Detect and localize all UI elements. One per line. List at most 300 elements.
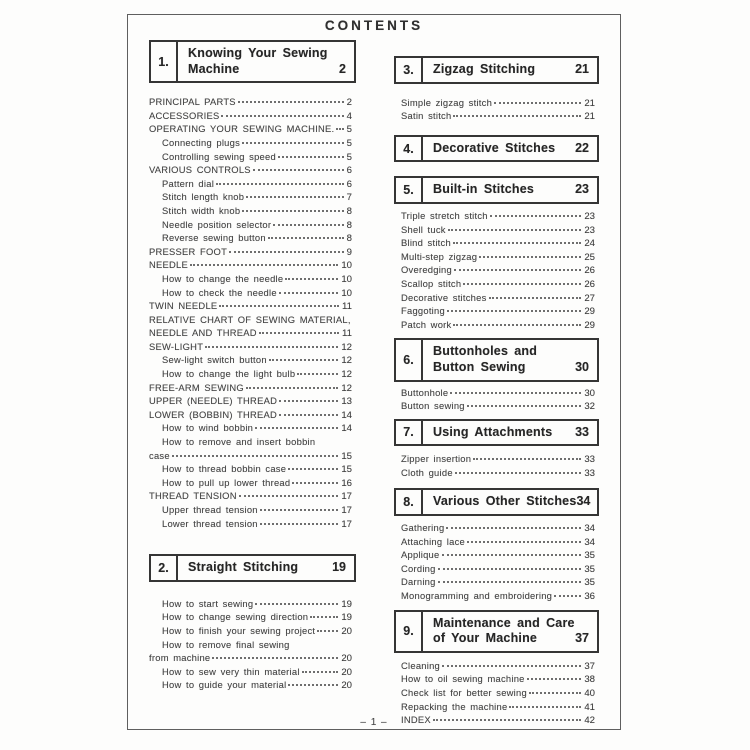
dot-leader (463, 282, 581, 285)
toc-page-number: 26 (584, 265, 595, 277)
toc-page-number: 29 (584, 319, 595, 331)
section-box (394, 176, 599, 204)
toc-page-number: 6 (346, 178, 352, 190)
toc-page-number: 13 (341, 396, 352, 408)
page-number-footer: – 1 – (360, 717, 388, 728)
toc-entry-label: How to remove and insert bobbin (162, 436, 316, 448)
toc-page-number: 17 (341, 505, 352, 516)
toc-entry-label: How to finish your sewing project (162, 624, 316, 636)
toc-row (149, 258, 356, 272)
section-page-number: 2 (339, 61, 346, 76)
section-title-line: Maintenance and Care (433, 615, 575, 630)
dot-leader (219, 304, 339, 307)
dot-leader (490, 214, 582, 217)
toc-row (149, 272, 356, 286)
section-number: 1. (151, 42, 178, 81)
dot-leader (447, 309, 581, 312)
toc-page-number: 20 (341, 666, 352, 678)
toc-entry-label: Reverse sewing button (162, 232, 266, 244)
toc-page-number: 36 (584, 591, 595, 603)
toc-entry-label: How to sew very thin material (162, 665, 300, 677)
toc-row (394, 562, 599, 576)
toc-entry-label: Stitch width knob (162, 204, 241, 216)
toc-page-number: 8 (346, 233, 352, 245)
section-title (433, 425, 575, 441)
toc-row (394, 386, 599, 400)
toc-page-number: 32 (584, 401, 595, 413)
toc-entry-label: Cleaning (401, 659, 441, 671)
toc-row (149, 204, 356, 218)
toc-row (149, 638, 356, 652)
dot-leader (454, 268, 581, 271)
toc-entry-label: How to guide your material (162, 679, 287, 691)
section-box (394, 135, 599, 163)
toc-page-number: 11 (342, 328, 352, 340)
toc-page-number: 21 (584, 111, 595, 123)
toc-entry-label: Buttonhole (401, 386, 449, 398)
section-box-body (178, 556, 354, 580)
toc-entry-label: NEEDLE AND THREAD (149, 327, 257, 339)
toc-row (149, 462, 356, 476)
toc-entry-label: Decorative stitches (401, 291, 487, 303)
section-title-line: of Your Machine (433, 631, 538, 646)
dot-leader (172, 454, 339, 457)
dot-leader (442, 664, 581, 667)
toc-row (149, 95, 356, 109)
toc-row (149, 163, 356, 177)
section-page-number: 34 (576, 494, 591, 509)
section-number: 7. (396, 421, 423, 445)
toc-row (149, 665, 356, 679)
toc-entry-label: INDEX (401, 714, 431, 726)
dot-leader (310, 615, 338, 618)
dot-leader (238, 100, 344, 103)
section-title-line: Button Sewing (433, 359, 526, 374)
section-number: 8. (396, 490, 423, 514)
dot-leader (279, 399, 338, 402)
toc-page-number: 17 (341, 491, 352, 503)
toc-entry-label: How to remove final sewing (162, 638, 290, 650)
toc-entry-label: case (149, 449, 170, 461)
section-title (433, 62, 575, 78)
section-title (188, 560, 332, 576)
toc-entry-label: Upper thread tension (162, 504, 258, 515)
dot-leader (453, 241, 581, 244)
dot-leader (279, 291, 339, 294)
toc-entry-label: Needle position selector (162, 218, 272, 230)
dot-leader (239, 494, 339, 497)
toc-page-number: 37 (584, 660, 595, 672)
dot-leader (292, 481, 338, 484)
section-box (394, 419, 599, 447)
toc-page-number: 12 (341, 355, 352, 367)
toc-entry-label: Overedging (401, 264, 452, 276)
page-frame (127, 14, 621, 730)
dot-leader (554, 594, 581, 597)
toc-page-number: 12 (341, 341, 352, 353)
toc-row (394, 209, 599, 223)
toc-row (394, 452, 599, 466)
dot-leader (279, 413, 338, 416)
toc-entry-label: NEEDLE (149, 259, 189, 271)
dot-leader (529, 691, 581, 694)
toc-entry-label: Blind stitch (401, 237, 451, 249)
toc-row (149, 177, 356, 191)
toc-page-number: 21 (584, 97, 595, 109)
section-title (188, 46, 339, 77)
toc-entry-label: Connecting plugs (162, 136, 241, 148)
dot-leader (246, 386, 338, 389)
toc-row (149, 109, 356, 123)
dot-leader (467, 404, 582, 407)
toc-entry-label: Attaching lace (401, 535, 465, 547)
toc-entry-label: from machine (149, 652, 211, 664)
toc-page-number: 6 (346, 165, 352, 177)
toc-row (394, 686, 599, 700)
dot-leader (489, 296, 582, 299)
toc-entry-label: Applique (401, 549, 440, 561)
toc-entry-label: ACCESSORIES (149, 109, 220, 121)
dot-leader (190, 263, 338, 266)
toc-page-number: 5 (346, 151, 352, 163)
section-number: 6. (396, 340, 423, 379)
section-box-body (423, 340, 597, 379)
toc-entry-label: PRESSER FOOT (149, 245, 228, 257)
section-box-body (423, 178, 597, 202)
toc-row (149, 503, 356, 517)
toc-row (149, 489, 356, 503)
toc-row (394, 548, 599, 562)
dot-leader (216, 182, 344, 185)
toc-row (149, 286, 356, 300)
toc-row (149, 218, 356, 232)
section-box (394, 338, 599, 381)
section-number: 9. (396, 612, 423, 651)
section-title-line: Straight Stitching (188, 560, 299, 575)
toc-entry-label: How to change the needle (162, 272, 284, 284)
toc-entry-label: Stitch length knob (162, 191, 245, 203)
toc-row (149, 122, 356, 136)
toc-list (394, 452, 599, 479)
toc-entry-label: Triple stretch stitch (401, 209, 488, 221)
dot-leader (268, 236, 344, 239)
toc-list (394, 96, 599, 123)
toc-row (149, 381, 356, 395)
toc-row (394, 659, 599, 673)
toc-page-number: 2 (346, 97, 352, 109)
toc-row (394, 399, 599, 413)
dot-leader (336, 127, 343, 130)
section-page-number: 33 (575, 424, 589, 439)
dot-leader (269, 358, 338, 361)
dot-leader (221, 114, 343, 117)
toc-row (149, 245, 356, 259)
dot-leader (229, 250, 344, 253)
toc-list (394, 209, 599, 331)
section-box (394, 488, 599, 516)
dot-leader (467, 540, 581, 543)
section-box-body (423, 490, 597, 514)
toc-row (394, 109, 599, 123)
toc-row (149, 435, 356, 449)
toc-page-number: 12 (341, 382, 352, 394)
toc-page-number: 25 (584, 251, 595, 263)
toc-row (394, 466, 599, 480)
contents-columns (128, 33, 620, 727)
toc-page-number: 8 (346, 205, 352, 217)
toc-row (149, 597, 356, 611)
toc-row (394, 263, 599, 277)
toc-entry-label: Sew-light switch button (162, 354, 267, 366)
toc-entry-label: How to start sewing (162, 597, 254, 609)
section-title (433, 344, 575, 375)
toc-page-number: 42 (584, 715, 595, 727)
toc-row (149, 394, 356, 408)
toc-row (149, 150, 356, 164)
section-box-body (178, 42, 354, 81)
toc-page-number: 11 (342, 301, 352, 313)
dot-leader (242, 209, 343, 212)
dot-leader (285, 277, 338, 280)
toc-entry-label: Cording (401, 562, 436, 574)
toc-page-number: 34 (584, 536, 595, 548)
toc-entry-label: Gathering (401, 522, 445, 534)
toc-page-number: 38 (584, 674, 595, 686)
dot-leader (246, 195, 343, 198)
dot-leader (205, 345, 338, 348)
dot-leader (453, 114, 581, 117)
section-title (433, 141, 575, 157)
toc-page-number: 14 (341, 423, 352, 435)
section-title-line: Zigzag Stitching (433, 62, 536, 76)
dot-leader (479, 255, 581, 258)
toc-page-number: 27 (584, 292, 595, 304)
dot-leader (259, 331, 339, 334)
dot-leader (494, 101, 581, 104)
dot-leader (527, 677, 582, 680)
toc-entry-label: Cloth guide (401, 466, 453, 478)
toc-entry-label: Darning (401, 576, 436, 588)
dot-leader (453, 323, 581, 326)
toc-row (394, 250, 599, 264)
toc-page-number: 29 (584, 306, 595, 318)
section-page-number: 19 (332, 560, 346, 575)
toc-page-number: 20 (341, 653, 352, 665)
toc-row (149, 408, 356, 422)
section-title (433, 616, 575, 647)
toc-entry-label: Zipper insertion (401, 453, 472, 465)
toc-entry-label: Controlling sewing speed (162, 150, 276, 162)
section-title-line: Decorative Stitches (433, 140, 556, 155)
toc-entry-label: VARIOUS CONTROLS (149, 164, 251, 176)
toc-page-number: 41 (584, 701, 595, 713)
section-box-body (423, 612, 597, 651)
toc-row (149, 678, 356, 692)
dot-leader (253, 168, 344, 171)
dot-leader (455, 471, 582, 474)
toc-page-number: 35 (584, 577, 595, 589)
dot-leader (302, 670, 339, 673)
toc-row (149, 136, 356, 150)
dot-leader (255, 426, 338, 429)
toc-page-number: 5 (346, 137, 352, 149)
dot-leader (438, 567, 582, 570)
toc-row (394, 575, 599, 589)
toc-page-number: 33 (584, 454, 595, 466)
section-title-line: Various Other Stitches (433, 494, 577, 509)
toc-page-number: 26 (584, 278, 595, 290)
toc-row (394, 304, 599, 318)
toc-page-number: 15 (341, 450, 352, 462)
toc-row (394, 700, 599, 714)
toc-entry-label: Simple zigzag stitch (401, 96, 493, 108)
toc-list (394, 521, 599, 603)
toc-entry-label: How to thread bobbin case (162, 463, 287, 475)
toc-row (149, 299, 356, 313)
toc-page-number: 23 (584, 224, 595, 236)
toc-row (149, 517, 356, 531)
dot-leader (297, 372, 338, 375)
toc-page-number: 15 (341, 464, 352, 476)
toc-page-number: 16 (341, 477, 352, 489)
toc-page-number: 12 (341, 369, 352, 381)
left-column (149, 33, 356, 727)
toc-page-number: 20 (341, 625, 352, 637)
toc-row (149, 313, 356, 327)
toc-entry-label: Multi-step zigzag (401, 250, 478, 262)
toc-row (394, 318, 599, 332)
toc-entry-label: How to wind bobbin (162, 422, 254, 434)
toc-row (149, 353, 356, 367)
toc-list (149, 95, 356, 530)
toc-entry-label: How to change sewing direction (162, 611, 309, 623)
page-title: CONTENTS (324, 18, 424, 33)
toc-entry-label: THREAD TENSION (149, 490, 237, 502)
toc-entry-label: How to oil sewing machine (401, 673, 525, 685)
dot-leader (509, 705, 581, 708)
toc-entry-label: PRINCIPAL PARTS (149, 96, 236, 108)
toc-row (394, 277, 599, 291)
dot-leader (288, 467, 338, 470)
toc-page-number: 35 (584, 550, 595, 562)
toc-page-number: 34 (584, 523, 595, 535)
section-title-line: Machine (188, 61, 240, 76)
toc-entry-label: Monogramming and embroidering (401, 590, 553, 602)
section-box-body (423, 421, 597, 445)
toc-row (394, 291, 599, 305)
toc-page-number: 33 (584, 467, 595, 479)
toc-row (149, 624, 356, 638)
toc-entry-label: Button sewing (401, 400, 465, 412)
section-page-number: 21 (575, 62, 589, 76)
toc-entry-label: FREE-ARM SEWING (149, 381, 244, 393)
toc-page-number: 10 (341, 260, 352, 272)
toc-entry-label: How to change the light bulb (162, 368, 296, 380)
dot-leader (473, 457, 581, 460)
dot-leader (317, 629, 338, 632)
section-title-line: Buttonholes and (433, 344, 538, 359)
toc-page-number: 20 (341, 680, 352, 692)
toc-entry-label: Satin stitch (401, 110, 452, 122)
section-box (149, 40, 356, 83)
toc-entry-label: Patch work (401, 318, 452, 330)
toc-entry-label: RELATIVE CHART OF SEWING MATERIAL, (149, 313, 351, 325)
toc-page-number: 30 (584, 387, 595, 399)
section-title (433, 182, 575, 198)
toc-row (394, 535, 599, 549)
toc-page-number: 24 (584, 238, 595, 250)
dot-leader (212, 656, 338, 659)
toc-row (394, 589, 599, 603)
toc-page-number: 40 (584, 688, 595, 699)
toc-list (394, 386, 599, 413)
toc-entry-label: Repacking the machine (401, 700, 508, 712)
toc-page-number: 14 (341, 409, 352, 421)
toc-entry-label: Pattern dial (162, 177, 215, 189)
dot-leader (438, 580, 582, 583)
toc-entry-label: Shell tuck (401, 223, 446, 235)
toc-row (149, 651, 356, 665)
toc-page-number: 23 (584, 210, 595, 222)
section-page-number: 37 (575, 631, 589, 646)
toc-row (149, 476, 356, 490)
section-box (394, 610, 599, 653)
toc-entry-label: LOWER (BOBBIN) THREAD (149, 408, 278, 420)
section-number: 4. (396, 137, 423, 161)
toc-list (149, 597, 356, 692)
section-title-line: Using Attachments (433, 424, 553, 439)
toc-row (394, 96, 599, 110)
toc-page-number: 8 (346, 219, 352, 231)
section-number: 2. (151, 556, 178, 580)
dot-leader (260, 522, 339, 525)
toc-page-number: 10 (341, 287, 352, 299)
right-column (394, 33, 599, 727)
toc-page-number: 9 (346, 246, 352, 258)
section-title (433, 494, 576, 510)
section-number: 5. (396, 178, 423, 202)
section-page-number: 22 (575, 140, 589, 155)
toc-row (149, 231, 356, 245)
toc-row (149, 610, 356, 624)
section-title-line: Built-in Stitches (433, 182, 535, 197)
toc-page-number: 5 (346, 124, 352, 136)
toc-entry-label: TWIN NEEDLE (149, 300, 218, 312)
dot-leader (446, 526, 581, 529)
toc-entry-label: Scallop stitch (401, 277, 462, 289)
toc-entry-label: OPERATING YOUR SEWING MACHINE. (149, 123, 335, 135)
toc-entry-label: Check list for better sewing (401, 687, 527, 698)
toc-entry-label: How to check the needle (162, 286, 277, 298)
toc-row (394, 223, 599, 237)
toc-page-number: 35 (584, 563, 595, 575)
dot-leader (255, 602, 338, 605)
toc-entry-label: SEW-LIGHT (149, 340, 204, 352)
toc-page-number: 17 (341, 518, 352, 530)
toc-page-number: 4 (346, 110, 352, 122)
toc-row (149, 449, 356, 463)
toc-row (149, 340, 356, 354)
toc-row (149, 326, 356, 340)
section-box-body (423, 137, 597, 161)
dot-leader (450, 391, 581, 394)
toc-page-number: 7 (346, 192, 352, 204)
section-page-number: 30 (575, 359, 589, 374)
dot-leader (288, 683, 338, 686)
toc-entry-label: How to pull up lower thread (162, 476, 291, 488)
section-number: 3. (396, 58, 423, 82)
dot-leader (242, 141, 344, 144)
